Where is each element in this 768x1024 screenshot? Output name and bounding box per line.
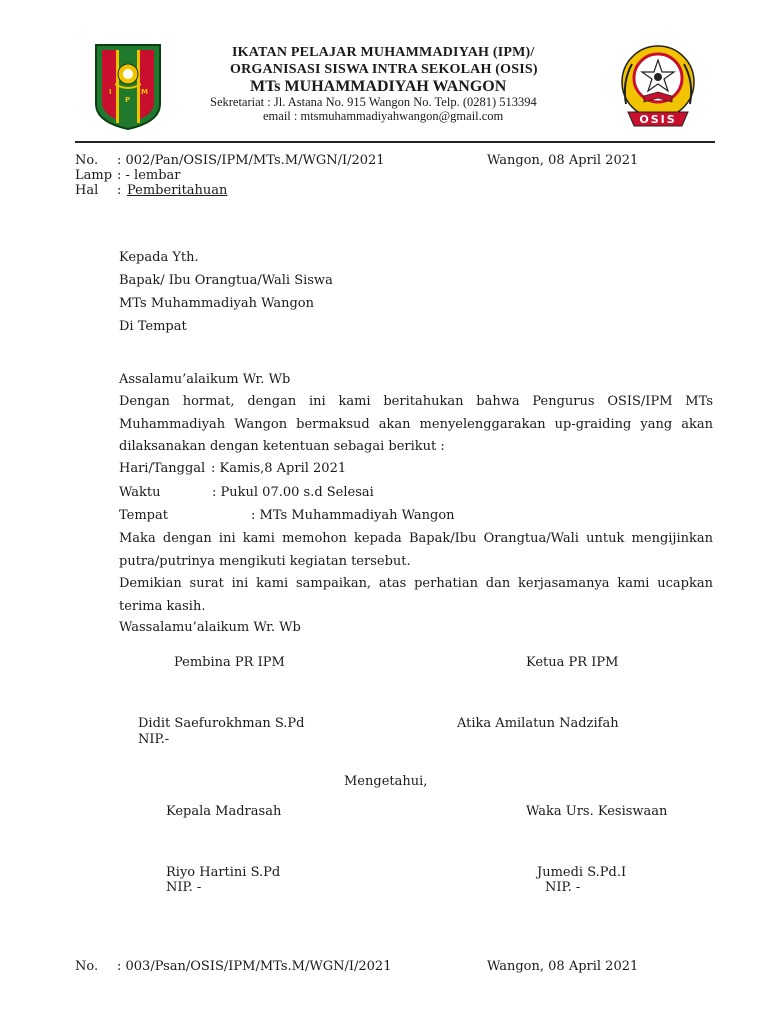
header-line-osis: ORGANISASI SISWA INTRA SEKOLAH (OSIS) [230,62,538,77]
paragraph-closing: Demikian surat ini kami sampaikan, atas perhatian dan kerjasamanya kami ucapkan terima kasih. [119,576,713,614]
meta-no-label: No. [75,153,99,168]
osis-logo [612,42,704,134]
kepala-nip: NIP. - [166,880,202,895]
osis-logo-text: OSIS [639,113,677,126]
next-letter-date: Wangon, 08 April 2021 [487,959,639,974]
header-divider [75,141,715,143]
letter-date: Wangon, 08 April 2021 [487,153,639,168]
closing-salutation: Wassalamu’alaikum Wr. Wb [119,620,301,635]
recipient-line-2: Bapak/ Ibu Orangtua/Wali Siswa [119,273,333,288]
pembina-nip: NIP.- [138,732,170,747]
meta-lamp-value: : - lembar [117,168,181,183]
paragraph-intro: Dengan hormat, dengan ini kami beritahukan bahwa Pengurus OSIS/IPM MTs Muhammadiyah Wangon bermaksud akan menyelenggarakan up-graiding yang akan dilaksanakan dengan ketentuan sebagai berikut : [119,394,713,454]
school-name: MTs MUHAMMADIYAH WANGON [250,78,507,95]
recipient-line-4: Di Tempat [119,319,187,334]
ipm-letter-p: P [125,96,131,104]
detail-waktu-value: : Pukul 07.00 s.d Selesai [212,485,374,500]
header-line-ipm: IKATAN PELAJAR MUHAMMADIYAH (IPM)/ [232,45,535,60]
header-email: email : mtsmuhammadiyahwangon@gmail.com [263,109,504,123]
ipm-letter-i: I [109,88,112,96]
meta-hal-value [127,183,227,198]
waka-name: Jumedi S.Pd.I [537,865,627,880]
next-no-label: No. [75,959,99,974]
ketua-name: Atika Amilatun Nadzifah [457,716,619,731]
greeting: Assalamu’alaikum Wr. Wb [119,372,291,387]
ketua-title: Ketua PR IPM [526,655,619,670]
pembina-title: Pembina PR IPM [174,655,285,670]
waka-nip: NIP. - [545,880,581,895]
meta-lamp-label: Lamp [75,168,113,183]
header-address: Sekretariat : Jl. Astana No. 915 Wangon No. Telp. (0281) 513394 [210,95,537,109]
mengetahui-label: Mengetahui, [344,774,428,789]
detail-hari-value: : Kamis,8 April 2021 [211,461,347,476]
paragraph-request: Maka dengan ini kami memohon kepada Bapak/Ibu Orangtua/Wali untuk mengijinkan putra/putrinya mengikuti kegiatan tersebut. [119,531,713,569]
waka-title: Waka Urs. Kesiswaan [526,804,668,819]
next-no-value: : 003/Psan/OSIS/IPM/MTs.M/WGN/I/2021 [117,959,392,974]
meta-hal-colon: : [117,183,122,198]
ipm-logo [95,44,161,130]
detail-tempat-value: : MTs Muhammadiyah Wangon [251,508,455,523]
hal-subject: Pemberitahuan [127,183,228,198]
detail-hari-label: Hari/Tanggal [119,461,206,476]
kepala-title: Kepala Madrasah [166,804,282,819]
recipient-line-1: Kepada Yth. [119,250,199,265]
kepala-name: Riyo Hartini S.Pd [166,865,281,880]
detail-tempat-label: Tempat [119,508,168,523]
recipient-line-3: MTs Muhammadiyah Wangon [119,296,315,311]
detail-waktu-label: Waktu [119,485,161,500]
ipm-letter-m: M [141,88,148,96]
pembina-name: Didit Saefurokhman S.Pd [138,716,305,731]
meta-no-value: : 002/Pan/OSIS/IPM/MTs.M/WGN/I/2021 [117,153,385,168]
meta-hal-label: Hal [75,183,99,198]
